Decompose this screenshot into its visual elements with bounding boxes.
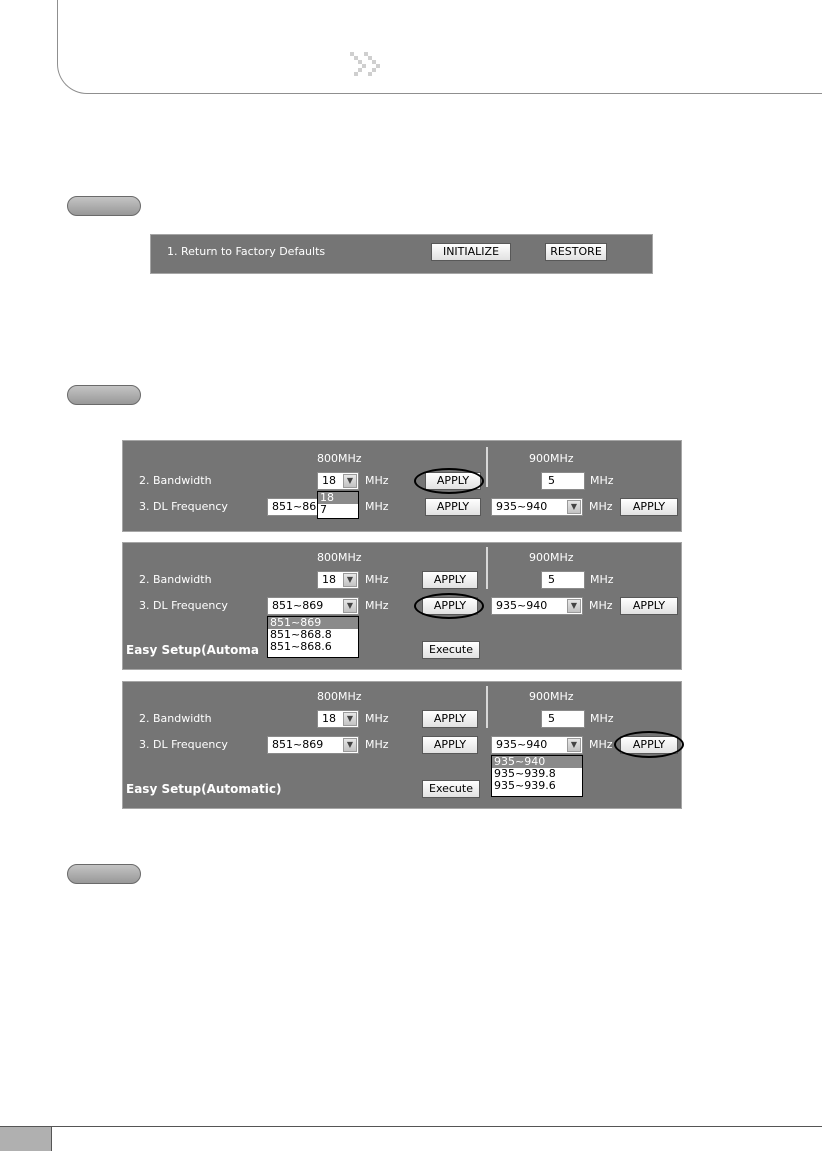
band-900-header: 900MHz <box>529 690 574 703</box>
bandwidth-900-input[interactable]: 5 <box>541 571 585 589</box>
dl-frequency-800-unit: MHz <box>365 500 389 513</box>
highlight-circle <box>414 468 484 494</box>
bandwidth-900-input[interactable]: 5 <box>541 472 585 490</box>
dl-frequency-label: 3. DL Frequency <box>139 500 228 513</box>
dl-frequency-800-unit: MHz <box>365 738 389 751</box>
settings-panel-bandwidth <box>122 440 682 532</box>
column-divider <box>486 686 488 728</box>
footer-line <box>0 1126 822 1127</box>
highlight-circle <box>614 731 684 758</box>
bandwidth-800-select[interactable] <box>317 571 359 589</box>
dl-frequency-label: 3. DL Frequency <box>139 738 228 751</box>
dl-frequency-800-apply-button[interactable]: APPLY <box>422 736 478 754</box>
bandwidth-900-input[interactable]: 5 <box>541 710 585 728</box>
dl-frequency-900-select[interactable] <box>491 597 583 615</box>
easy-setup-label: Easy Setup(Automatic) <box>126 782 282 796</box>
dl-frequency-900-unit: MHz <box>589 599 613 612</box>
dl-frequency-900-select[interactable] <box>491 736 583 754</box>
bandwidth-800-dropdown-list <box>317 491 359 519</box>
dl-frequency-800-dropdown-list <box>267 616 359 658</box>
dropdown-option[interactable]: 935~940 <box>492 756 582 768</box>
band-900-header: 900MHz <box>529 452 574 465</box>
step-marker <box>67 385 141 405</box>
chevron-down-icon[interactable]: ▼ <box>567 738 581 752</box>
execute-button[interactable]: Execute <box>422 641 480 659</box>
dropdown-option[interactable]: 851~868.8 <box>270 628 332 641</box>
bandwidth-800-apply-button[interactable]: APPLY <box>422 710 478 728</box>
initialize-button[interactable]: INITIALIZE <box>431 243 511 261</box>
page-number-box <box>0 1127 52 1151</box>
chevron-down-icon[interactable]: ▼ <box>567 599 581 613</box>
chevron-down-icon[interactable]: ▼ <box>343 599 357 613</box>
band-800-header: 800MHz <box>317 452 362 465</box>
bandwidth-900-unit: MHz <box>590 712 614 725</box>
settings-panel-dl-900 <box>122 681 682 809</box>
bandwidth-900-unit: MHz <box>590 573 614 586</box>
column-divider <box>486 447 488 487</box>
dl-frequency-label: 3. DL Frequency <box>139 599 228 612</box>
dl-frequency-800-select[interactable]: 851~86 <box>267 498 319 516</box>
highlight-circle <box>414 593 484 619</box>
dl-frequency-800-apply-button[interactable]: APPLY <box>422 597 478 615</box>
bandwidth-label: 2. Bandwidth <box>139 712 212 725</box>
dropdown-option[interactable]: 935~939.8 <box>494 767 556 780</box>
dl-frequency-800-select[interactable] <box>267 597 359 615</box>
dl-frequency-900-apply-button[interactable]: APPLY <box>620 736 678 754</box>
dropdown-option[interactable]: 935~939.6 <box>494 779 556 792</box>
settings-panel-dl-800 <box>122 542 682 670</box>
bandwidth-label: 2. Bandwidth <box>139 474 212 487</box>
dl-frequency-900-value: 935~940 <box>496 738 548 751</box>
dl-frequency-900-apply-button[interactable]: APPLY <box>620 498 678 516</box>
dl-frequency-900-dropdown-list <box>491 755 583 797</box>
dl-frequency-900-select[interactable] <box>491 498 583 516</box>
chevron-down-icon[interactable]: ▼ <box>343 474 357 488</box>
dl-frequency-800-value: 851~869 <box>272 738 324 751</box>
bandwidth-800-select[interactable] <box>317 710 359 728</box>
bandwidth-800-select[interactable] <box>317 472 359 490</box>
bandwidth-800-value: 18 <box>322 474 336 487</box>
dl-frequency-800-unit: MHz <box>365 599 389 612</box>
execute-button[interactable]: Execute <box>422 780 480 798</box>
bandwidth-800-apply-button[interactable]: APPLY <box>425 472 481 490</box>
dropdown-option[interactable]: 18 <box>318 492 358 504</box>
bandwidth-900-unit: MHz <box>590 474 614 487</box>
bandwidth-800-unit: MHz <box>365 712 389 725</box>
dl-frequency-900-value: 935~940 <box>496 500 548 513</box>
bandwidth-label: 2. Bandwidth <box>139 573 212 586</box>
header-frame <box>57 0 822 94</box>
bandwidth-800-unit: MHz <box>365 474 389 487</box>
chevron-down-icon[interactable]: ▼ <box>567 500 581 514</box>
step-marker <box>67 196 141 216</box>
dl-frequency-900-value: 935~940 <box>496 599 548 612</box>
dl-frequency-800-value: 851~869 <box>272 599 324 612</box>
band-800-header: 800MHz <box>317 551 362 564</box>
chevron-down-icon[interactable]: ▼ <box>343 712 357 726</box>
step-marker <box>67 864 141 884</box>
bandwidth-800-unit: MHz <box>365 573 389 586</box>
dl-frequency-900-unit: MHz <box>589 500 613 513</box>
chevron-down-icon[interactable]: ▼ <box>343 738 357 752</box>
dropdown-option[interactable]: 851~868.6 <box>270 640 332 653</box>
dl-frequency-900-unit: MHz <box>589 738 613 751</box>
factory-defaults-label: 1. Return to Factory Defaults <box>167 245 326 258</box>
dropdown-option[interactable]: 851~869 <box>268 617 358 629</box>
bandwidth-800-value: 18 <box>322 573 336 586</box>
dropdown-option[interactable]: 7 <box>320 503 327 516</box>
bandwidth-800-value: 18 <box>322 712 336 725</box>
column-divider <box>486 547 488 589</box>
bandwidth-800-apply-button[interactable]: APPLY <box>422 571 478 589</box>
easy-setup-label: Easy Setup(Automa <box>126 643 259 657</box>
band-800-header: 800MHz <box>317 690 362 703</box>
band-900-header: 900MHz <box>529 551 574 564</box>
chevron-down-icon[interactable]: ▼ <box>343 573 357 587</box>
dl-frequency-800-select[interactable] <box>267 736 359 754</box>
factory-defaults-panel <box>150 234 653 274</box>
double-chevron-icon <box>350 52 386 76</box>
dl-frequency-900-apply-button[interactable]: APPLY <box>620 597 678 615</box>
dl-frequency-800-apply-button[interactable]: APPLY <box>425 498 481 516</box>
restore-button[interactable]: RESTORE <box>545 243 607 261</box>
